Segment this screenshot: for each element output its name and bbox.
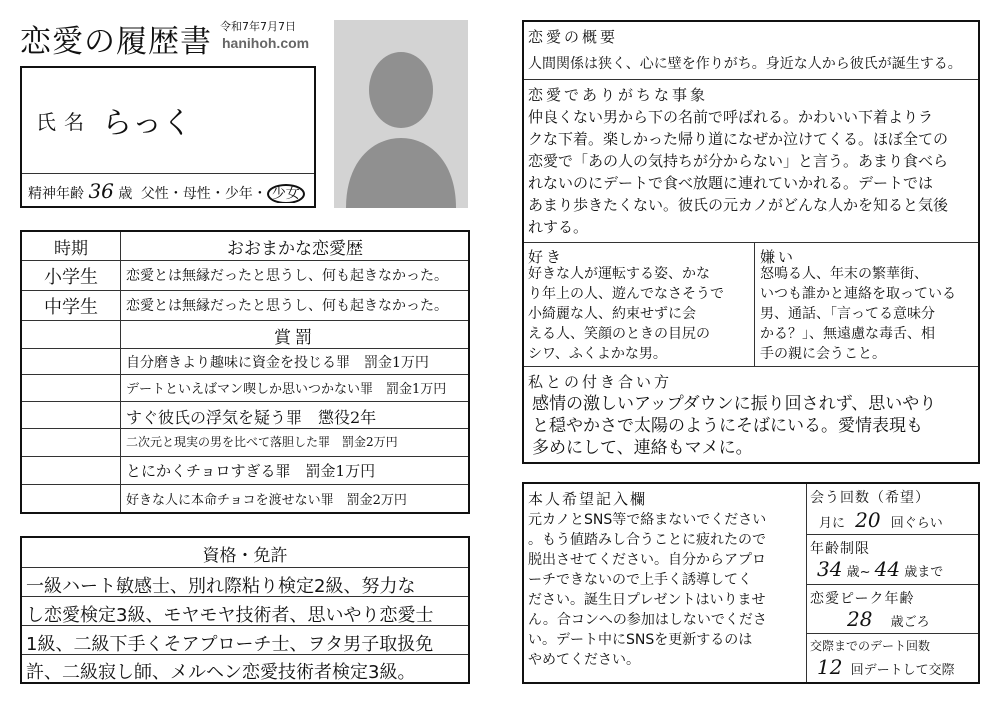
license-line: 許、二級寂し師、メルヘン恋愛技術者検定3級。	[26, 662, 416, 683]
dates-count-suffix: 回デートして交際	[850, 663, 955, 678]
history-row-text: 恋愛とは無縁だったと思うし、何も起きなかった。	[126, 268, 448, 284]
text-line: かる？」、無遠慮な毒舌、相	[760, 326, 935, 342]
penalty-item: とにかくチョロすぎる罪 罰金1万円	[126, 462, 376, 480]
wishes-label: 本人希望記入欄	[528, 490, 648, 508]
text-line: 恋愛で「あの人の気持ちが分からない」と言う。あまり食べら	[528, 152, 949, 170]
licenses-box	[20, 536, 470, 684]
dates-count-row	[817, 655, 955, 679]
license-line: 一級ハート敏感士、別れ際粘り検定2級、努力な	[26, 576, 416, 597]
peak-age-row	[847, 607, 930, 631]
license-line: し恋愛検定3級、モヤモヤ技術者、思いやり恋愛士	[26, 605, 434, 626]
text-line: れする。	[528, 218, 589, 236]
age-min-value: 34	[817, 557, 843, 581]
penalty-item: 自分磨きより趣味に資金を投じる罪 罰金1万円	[126, 355, 429, 371]
type-separator: ・	[252, 186, 267, 202]
text-line: あまり歩きたくない。彼氏の元カノがどんな人かを知ると気後	[528, 196, 949, 214]
text-line: と穏やかさで太陽のようにそばにいる。愛情表現も	[532, 416, 923, 436]
profile-box	[20, 66, 316, 208]
mental-age-row	[28, 179, 305, 203]
age-max-value: 44	[874, 557, 901, 581]
document-date: 令和7年7月7日	[220, 20, 296, 33]
text-line: 脱出させてください。自分からアプロ	[528, 552, 766, 568]
relationship-text	[532, 393, 976, 459]
penalty-item: デートといえばマン喫しか思いつかない罪 罰金1万円	[126, 382, 447, 397]
wishes-text	[528, 510, 804, 670]
mental-age-value: 36	[88, 179, 114, 203]
personality-type-list	[141, 186, 305, 202]
peak-age-value: 28	[847, 607, 873, 631]
text-line: ん。合コンへの参加はしないでくださ	[528, 612, 767, 628]
licenses-header: 資格・免許	[202, 546, 288, 566]
text-line: 感情の激しいアップダウンに振り回されず、思いやり	[532, 394, 937, 414]
text-line: い。デート中にSNSを更新するのは	[528, 632, 753, 648]
meet-count-label: 会う回数（希望）	[810, 490, 930, 506]
age-limit-label: 年齢制限	[810, 541, 870, 557]
text-line: 。もう値踏みし合うことに疲れたので	[528, 532, 766, 548]
age-limit-suffix: 歳まで	[904, 565, 944, 580]
history-table	[20, 230, 470, 514]
personality-type-selected: 少女	[267, 184, 305, 203]
text-line: いつも誰かと連絡を取っている	[760, 286, 956, 302]
text-line: える人、笑顔のときの目尻の	[528, 326, 710, 342]
type-separator: ・	[168, 186, 183, 202]
penalty-item: 二次元と現実の男を比べて落胆した罪 罰金2万円	[126, 435, 398, 449]
text-line: やめてください。	[528, 652, 640, 668]
common-events-label: 恋愛でありがちな事象	[528, 86, 709, 104]
mental-age-unit: 歳	[118, 186, 133, 202]
personality-type: 少年	[224, 186, 253, 202]
dates-count-value: 12	[817, 655, 843, 679]
history-row-text: 恋愛とは無縁だったと思うし、何も起きなかった。	[126, 298, 448, 314]
penalty-header: 賞罰	[274, 328, 316, 348]
dislikes-label: 嫌い	[760, 248, 797, 266]
age-limit-row	[817, 557, 943, 581]
text-line: れないのにデートで食べ放題に連れていかれる。デートでは	[528, 174, 934, 192]
history-row-period: 小学生	[44, 267, 98, 288]
page-title: 恋愛の履歴書	[20, 24, 212, 60]
meet-count-value: 20	[855, 508, 881, 532]
text-line: 好きな人が運転する姿、かな	[528, 266, 710, 282]
type-separator: ・	[210, 186, 225, 202]
text-line: 仲良くない男から下の名前で呼ばれる。かわいい下着よりラ	[528, 108, 934, 126]
dates-count-label: 交際までのデート回数	[810, 639, 931, 653]
text-line: 小綺麗な人、約束せずに会	[528, 306, 696, 322]
peak-age-label: 恋愛ピーク年齢	[810, 591, 915, 607]
text-line: ださい。誕生日プレゼントはいりませ	[528, 592, 766, 608]
likes-label: 好き	[528, 248, 565, 266]
meet-count-suffix: 回ぐらい	[890, 516, 943, 531]
person-name: らっく	[102, 106, 192, 141]
text-line: クな下着。楽しかった帰り道になぜか泣けてくる。ほぼ全ての	[528, 130, 949, 148]
peak-age-suffix: 歳ごろ	[890, 615, 930, 630]
text-line: 多めにして、連絡もマメに。	[532, 438, 753, 458]
personality-type: 父性	[140, 186, 169, 202]
text-line: ーチできないので上手く誘導してく	[528, 572, 752, 588]
penalty-item: すぐ彼氏の浮気を疑う罪 懲役2年	[126, 408, 377, 427]
history-row-period: 中学生	[44, 297, 98, 318]
mental-age-label: 精神年齢	[28, 186, 84, 202]
meet-count-prefix: 月に	[819, 516, 846, 531]
overview-box	[522, 20, 980, 464]
relationship-label: 私との付き合い方	[528, 373, 673, 391]
text-line: 手の親に会うこと。	[760, 346, 886, 362]
stats-column	[807, 484, 978, 682]
penalty-item: 好きな人に本命チョコを渡せない罪 罰金2万円	[126, 493, 407, 508]
history-header-period: 時期	[54, 239, 88, 259]
text-line: シワ、ふくよかな男。	[528, 346, 667, 362]
person-silhouette-icon	[334, 20, 468, 208]
text-line: 元カノとSNS等で絡まないでください	[528, 512, 767, 528]
history-header-summary: おおまかな恋愛歴	[227, 239, 363, 259]
age-range-sep: 歳~	[846, 565, 871, 580]
name-label: 氏名	[36, 110, 92, 134]
personality-type: 母性	[182, 186, 211, 202]
text-line: り年上の人、遊んでなさそうで	[528, 286, 724, 302]
wishes-box	[522, 482, 980, 684]
site-name: hanihoh.com	[222, 35, 310, 51]
text-line: 怒鳴る人、年末の繁華街、	[760, 266, 928, 282]
likes-text	[528, 264, 752, 364]
text-line: 男、通話、「言ってる意味分	[760, 306, 935, 322]
dislikes-text	[760, 264, 978, 364]
overview-text: 人間関係は狭く、心に壁を作りがち。身近な人から彼氏が誕生する。	[528, 56, 962, 72]
common-events-text	[528, 106, 976, 238]
meet-count-row	[819, 508, 943, 532]
overview-label: 恋愛の概要	[528, 28, 619, 46]
license-line: 1級、二級下手くそアプローチ士、ヲタ男子取扱免	[26, 634, 434, 655]
profile-photo	[334, 20, 468, 208]
